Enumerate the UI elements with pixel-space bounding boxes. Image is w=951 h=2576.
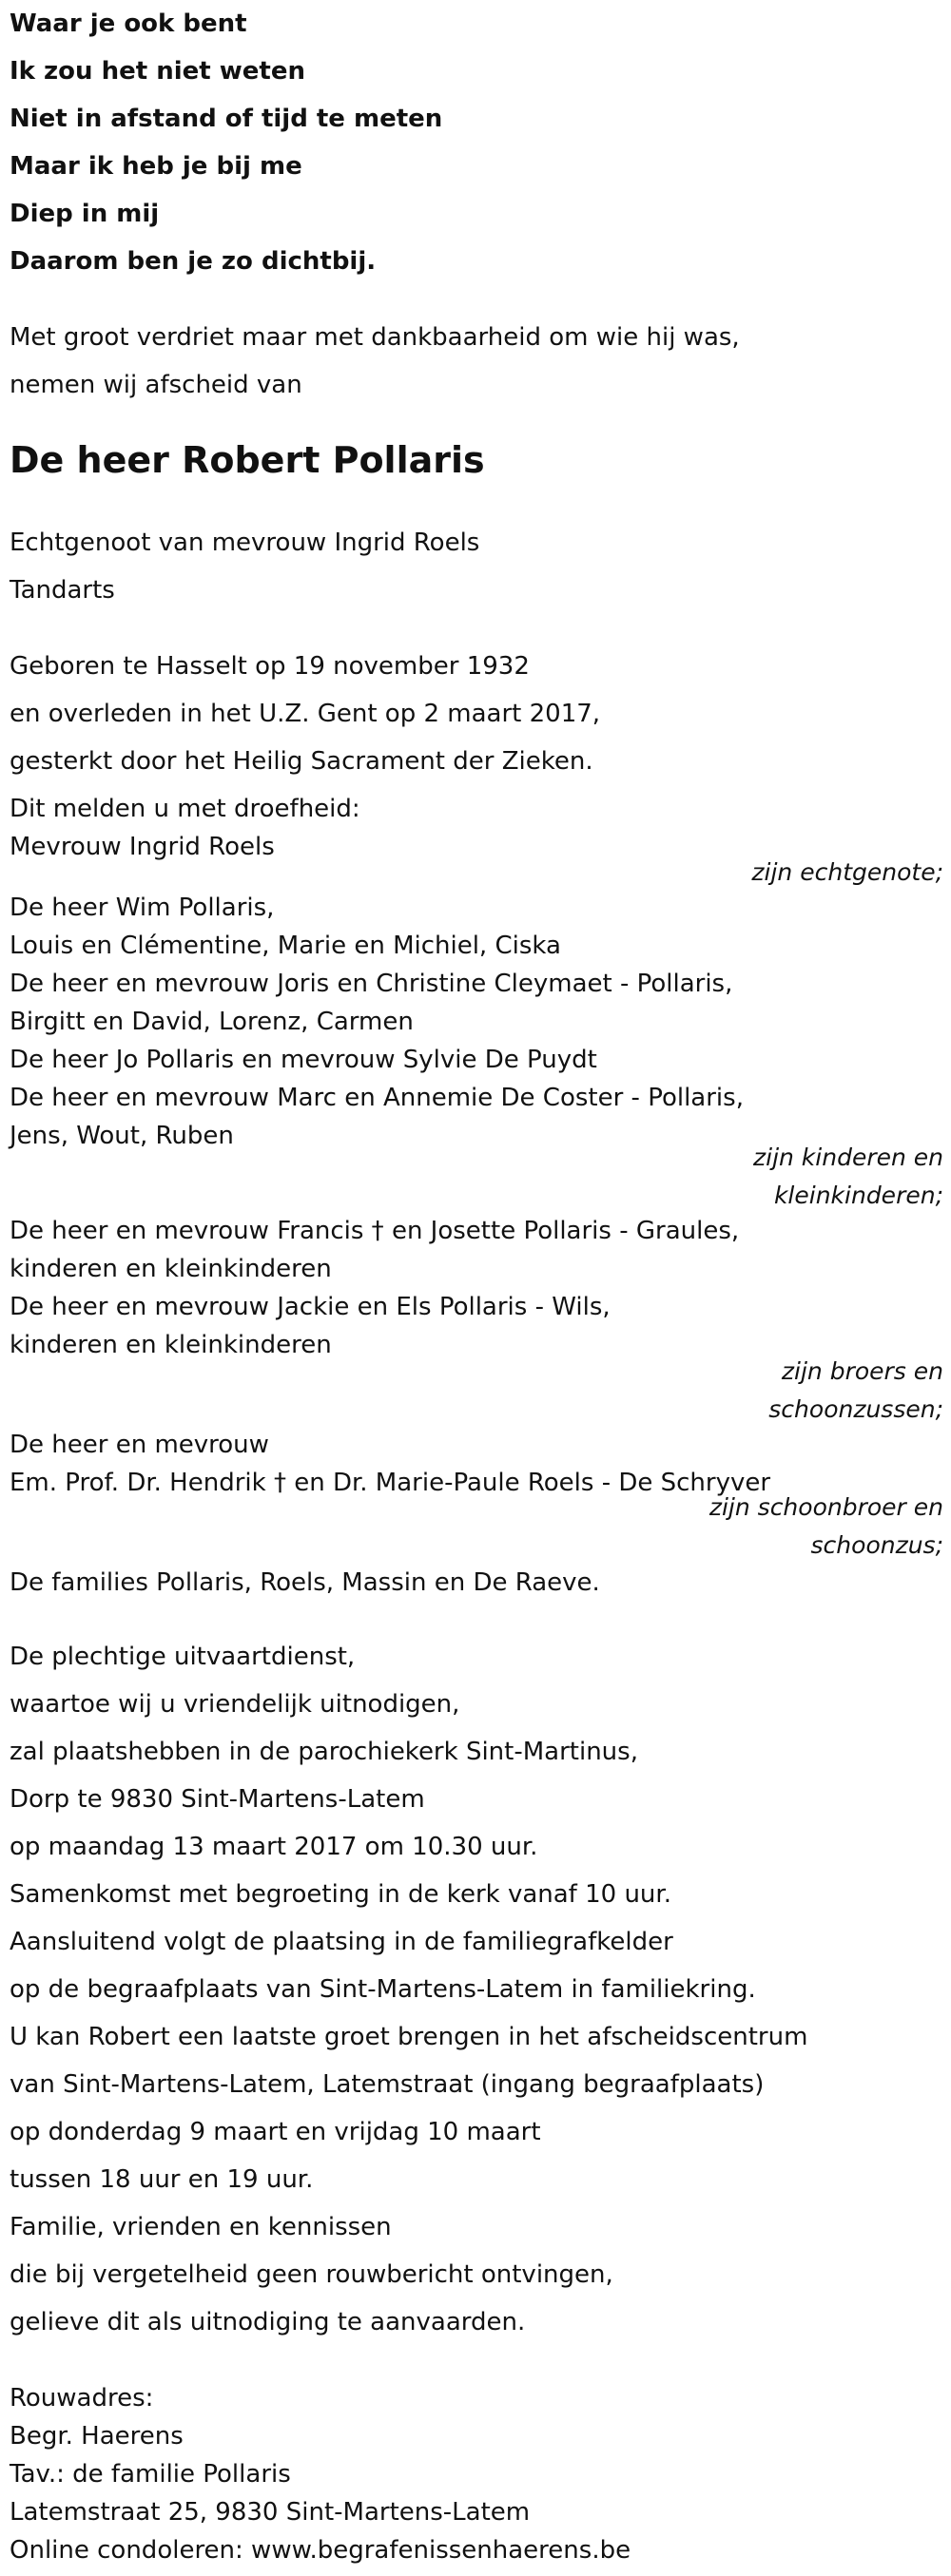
relation-label: schoonzussen;: [768, 1395, 943, 1423]
family-line: Em. Prof. Dr. Hendrik † en Dr. Marie-Paule Roels - De Schryver: [10, 1469, 771, 1497]
funeral-line: De plechtige uitvaartdienst,: [10, 1643, 356, 1671]
relation-label: schoonzus;: [810, 1531, 943, 1559]
address-line: Begr. Haerens: [10, 2422, 184, 2451]
address-line: Tav.: de familie Pollaris: [10, 2460, 291, 2489]
funeral-line: waartoe wij u vriendelijk uitnodigen,: [10, 1690, 460, 1719]
family-line: De heer Jo Pollaris en mevrouw Sylvie De Puydt: [10, 1046, 597, 1074]
funeral-line: gelieve dit als uitnodiging te aanvaarden.: [10, 2308, 526, 2336]
family-line: De heer en mevrouw Jackie en Els Pollaris - Wils,: [10, 1293, 611, 1321]
relation-label: zijn echtgenote;: [751, 858, 943, 886]
funeral-line: op maandag 13 maart 2017 om 10.30 uur.: [10, 1833, 538, 1861]
funeral-line: tussen 18 uur en 19 uur.: [10, 2165, 314, 2194]
relation-label: zijn broers en: [781, 1357, 943, 1385]
family-line: De heer en mevrouw Marc en Annemie De Coster - Pollaris,: [10, 1084, 744, 1112]
family-line: De families Pollaris, Roels, Massin en De Raeve.: [10, 1568, 600, 1597]
family-line: Mevrouw Ingrid Roels: [10, 833, 275, 861]
funeral-line: zal plaatshebben in de parochiekerk Sint-Martinus,: [10, 1738, 638, 1766]
funeral-line: Samenkomst met begroeting in de kerk vanaf 10 uur.: [10, 1880, 671, 1909]
address-line: Latemstraat 25, 9830 Sint-Martens-Latem: [10, 2498, 531, 2527]
poem-line: Diep in mij: [10, 200, 160, 228]
intro-line: Met groot verdriet maar met dankbaarheid om wie hij was,: [10, 323, 740, 352]
family-line: Birgitt en David, Lorenz, Carmen: [10, 1008, 414, 1036]
funeral-line: U kan Robert een laatste groet brengen in het afscheidscentrum: [10, 2023, 808, 2051]
funeral-line: die bij vergetelheid geen rouwbericht ontvingen,: [10, 2260, 613, 2289]
family-line: De heer en mevrouw Joris en Christine Cleymaet - Pollaris,: [10, 970, 733, 998]
family-line: Louis en Clémentine, Marie en Michiel, Ciska: [10, 932, 561, 960]
poem-line: Daarom ben je zo dichtbij.: [10, 247, 377, 276]
funeral-line: Familie, vrienden en kennissen: [10, 2213, 392, 2241]
funeral-line: Dorp te 9830 Sint-Martens-Latem: [10, 1785, 425, 1814]
deceased-name: De heer Robert Pollaris: [10, 439, 485, 481]
relation-label: kleinkinderen;: [773, 1182, 943, 1209]
description-line: Echtgenoot van mevrouw Ingrid Roels: [10, 529, 480, 557]
poem-line: Ik zou het niet weten: [10, 57, 305, 86]
family-line: De heer en mevrouw Francis † en Josette Pollaris - Graules,: [10, 1217, 740, 1245]
poem-line: Waar je ook bent: [10, 10, 247, 38]
family-line: De heer en mevrouw: [10, 1431, 269, 1459]
poem-line: Niet in afstand of tijd te meten: [10, 105, 443, 133]
bio-line: en overleden in het U.Z. Gent op 2 maart 2017,: [10, 700, 601, 728]
description-line: Tandarts: [10, 576, 115, 605]
funeral-line: Aansluitend volgt de plaatsing in de familiegrafkelder: [10, 1928, 673, 1956]
bio-line: Geboren te Hasselt op 19 november 1932: [10, 652, 530, 681]
family-line: Dit melden u met droefheid:: [10, 795, 360, 823]
intro-line: nemen wij afscheid van: [10, 371, 302, 399]
family-line: Jens, Wout, Ruben: [10, 1122, 234, 1150]
funeral-line: van Sint-Martens-Latem, Latemstraat (ingang begraafplaats): [10, 2070, 765, 2099]
family-line: kinderen en kleinkinderen: [10, 1331, 332, 1359]
address-line: Online condoleren: www.begrafenissenhaerens.be: [10, 2536, 631, 2565]
funeral-line: op donderdag 9 maart en vrijdag 10 maart: [10, 2118, 541, 2146]
funeral-line: op de begraafplaats van Sint-Martens-Latem in familiekring.: [10, 1975, 756, 2004]
family-line: De heer Wim Pollaris,: [10, 894, 275, 922]
relation-label: zijn schoonbroer en: [708, 1493, 943, 1521]
poem-line: Maar ik heb je bij me: [10, 152, 302, 181]
relation-label: zijn kinderen en: [753, 1144, 943, 1171]
address-line: Rouwadres:: [10, 2384, 154, 2413]
family-line: kinderen en kleinkinderen: [10, 1255, 332, 1283]
bio-line: gesterkt door het Heilig Sacrament der Zieken.: [10, 747, 593, 776]
